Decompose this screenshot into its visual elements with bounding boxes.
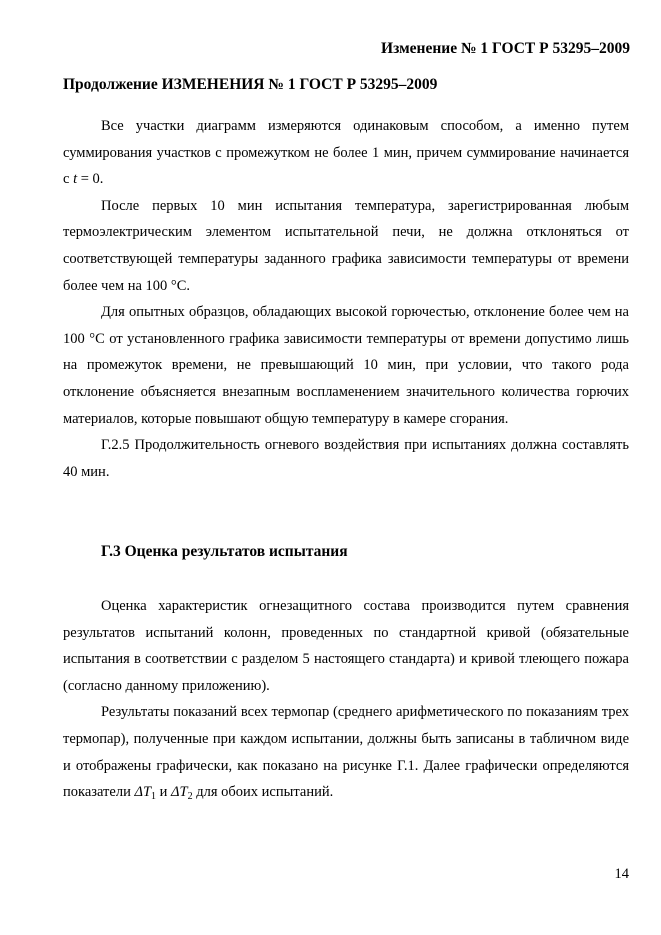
- paragraph-text: Все участки диаграмм измеряются одинаковым способом, а именно путем суммирования участков с промежутком не более 1 мин, причем суммирование начинается с: [63, 118, 629, 188]
- delta-t1-symbol: ΔT: [134, 784, 152, 801]
- variable-t: t: [73, 171, 78, 188]
- paragraph-thermocouple-results: [63, 699, 629, 805]
- header-title: Изменение № 1 ГОСТ Р 53295–2009: [381, 40, 630, 57]
- delta-t1: [134, 784, 157, 803]
- delta-t2-subscript: 2: [187, 791, 193, 803]
- section-heading-g3: Г.3 Оценка результатов испытания: [101, 543, 348, 560]
- paragraph-diagram-sections: [63, 113, 629, 193]
- paragraph-text-end: = 0.: [77, 171, 104, 188]
- delta-t1-subscript: 1: [151, 791, 157, 803]
- conjunction: и: [156, 784, 172, 801]
- paragraph-evaluation: Оценка характеристик огнезащитного состава производится путем сравнения результатов испытаний колонн, проведенных по стандартной кривой (обязательные испытания в соответствии с разделом 5 настоящего стандарта) и кривой тлеющего пожара (согласно данному приложению).: [63, 598, 629, 694]
- paragraph-high-flammability: Для опытных образцов, обладающих высокой горючестью, отклонение более чем на 100 °С от установленного графика зависимости температуры от времени допустимо лишь на промежуток времени, не превышающий 10 мин, при условии, что такого рода отклонение объясняется внезапным воспламенением значительного количества горючих материалов, которые повышают общую температуру в камере сгорания.: [63, 304, 629, 427]
- paragraph-text: Результаты показаний всех термопар (среднего арифметического по показаниям трех термопар), полученные при каждом испытании, должны быть записаны в табличном виде и отображены графически, как показано на рисунке Г.1. Далее графически определяются показатели: [63, 704, 629, 801]
- paragraph-temperature-deviation: После первых 10 мин испытания температура, зарегистрированная любым термоэлектрическим элементом испытательной печи, не должна отклоняться от соответствующей температуры заданного графика зависимости температуры от времени более чем на 100 °С.: [63, 197, 629, 294]
- section-g3-body: [63, 593, 629, 806]
- continuation-title: Продолжение ИЗМЕНЕНИЯ № 1 ГОСТ Р 53295–2009: [63, 76, 438, 93]
- paragraph-duration-g25: Г.2.5 Продолжительность огневого воздействия при испытаниях должна составлять 40 мин.: [63, 437, 629, 480]
- paragraph-text-end: для обоих испытаний.: [192, 784, 334, 801]
- delta-t2: [171, 784, 193, 803]
- page-number: 14: [614, 866, 629, 882]
- section-g2-body: [63, 113, 629, 485]
- delta-t2-symbol: ΔT: [171, 784, 188, 801]
